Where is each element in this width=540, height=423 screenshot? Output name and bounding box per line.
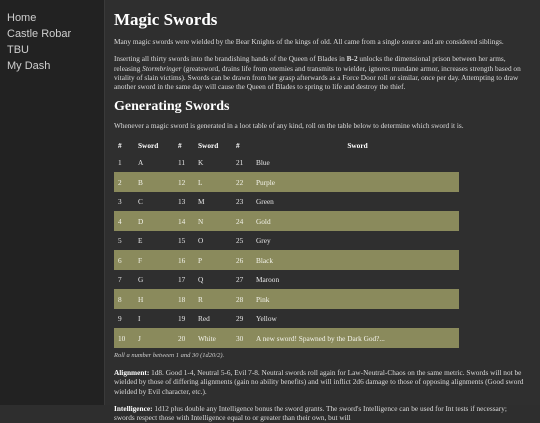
alignment-text: 1d8. Good 1-4, Neutral 5-6, Evil 7-8. Neutral swords roll again for Law-Neutral-Chaos on the same metric. Swords will not be wielded by those of differing alignments (gain no ability benefits) and will inflict 2d6 damage to those of opposing alignments (Good sword wielded by Evil character, etc.). [114, 368, 524, 396]
sidebar-nav [0, 0, 105, 405]
location-ref: B-2 [346, 54, 358, 64]
table-cell: 22 [232, 172, 252, 192]
table-cell: Yellow [256, 314, 277, 324]
table-row [114, 270, 459, 290]
table-cell: A [138, 158, 144, 168]
table-row [114, 289, 459, 309]
alignment-paragraph [114, 368, 528, 396]
alignment-label: Alignment: [114, 368, 150, 378]
intelligence-paragraph [114, 404, 528, 423]
table-cell: M [198, 197, 205, 207]
table-row [114, 153, 459, 173]
table-cell: 26 [232, 250, 252, 270]
table-row [114, 250, 459, 270]
section-title: Generating Swords [114, 99, 230, 115]
table-cell: 9 [118, 314, 122, 324]
table-cell: H [134, 289, 174, 309]
main-content [105, 0, 540, 423]
table-cell: 6 [114, 250, 134, 270]
table-cell: Gold [252, 211, 459, 231]
queen-text-e: (greatsword, drains life from enemies and transmits to wielder, ignores mundane armor, increases strength based on vitality of slain victims). Swords can be drawn from her grasp afterwards as a Force Door roll or similar, once per day. Attempting to draw another sword in the same day will cause the Queen of Blades to spring to life and destroy the thief. [114, 63, 521, 92]
table-cell: 17 [178, 275, 186, 285]
table-row [114, 211, 459, 231]
table-cell: 1 [118, 158, 122, 168]
table-cell: Green [256, 197, 274, 207]
table-cell: 18 [174, 289, 194, 309]
sword-table [114, 139, 459, 348]
nav-my-dash[interactable]: My Dash [7, 60, 51, 72]
table-cell: 15 [178, 236, 186, 246]
table-cell: Maroon [256, 275, 280, 285]
table-cell: F [134, 250, 174, 270]
nav-castle-robar[interactable]: Castle Robar [7, 28, 72, 40]
table-cell: E [138, 236, 143, 246]
table-cell: 12 [174, 172, 194, 192]
table-caption: Roll a number between 1 and 30 (1d20/2). [114, 351, 225, 359]
queen-text-a: Inserting all thirty swords into the brandishing hands of the Queen of Blades in [114, 54, 347, 64]
sword-table-header [114, 139, 459, 153]
table-cell: 27 [236, 275, 244, 285]
table-cell: White [194, 328, 232, 348]
table-cell: R [194, 289, 232, 309]
table-cell: N [194, 211, 232, 231]
table-cell: A new sword! Spawned by the Dark God?... [252, 328, 459, 348]
table-cell: G [138, 275, 144, 285]
table-cell: Grey [256, 236, 271, 246]
table-cell: 29 [236, 314, 244, 324]
queen-text-c: unlocks the dimensional prison between her arms, releasing [114, 54, 506, 73]
table-row [114, 309, 459, 329]
col-sword-1: Sword [138, 141, 159, 151]
table-cell: O [198, 236, 204, 246]
table-row [114, 231, 459, 251]
table-row [114, 172, 459, 192]
table-cell: 30 [232, 328, 252, 348]
table-cell: B [134, 172, 174, 192]
queen-paragraph [114, 54, 528, 91]
col-sword-3: Sword [347, 141, 368, 151]
table-cell: 7 [118, 275, 122, 285]
table-cell: 14 [174, 211, 194, 231]
table-cell: D [134, 211, 174, 231]
table-cell: I [138, 314, 141, 324]
table-cell: 19 [178, 314, 186, 324]
table-cell: K [198, 158, 204, 168]
table-cell: Pink [252, 289, 459, 309]
table-cell: 4 [114, 211, 134, 231]
nav-home[interactable]: Home [7, 12, 37, 24]
col-sword-2: Sword [198, 141, 219, 151]
table-cell: Q [198, 275, 204, 285]
table-cell: P [194, 250, 232, 270]
table-cell: 2 [114, 172, 134, 192]
table-cell: Black [252, 250, 459, 270]
table-cell: 10 [114, 328, 134, 348]
table-cell: 24 [232, 211, 252, 231]
table-cell: 28 [232, 289, 252, 309]
table-cell: L [194, 172, 232, 192]
table-cell: J [134, 328, 174, 348]
col-num-2: # [178, 141, 182, 151]
table-cell: 13 [178, 197, 186, 207]
intelligence-text: 1d12 plus double any Intelligence bonus the sword grants. The sword's Intelligence can be used for Int tests if necessary; swords respect those with Intelligence equal to or greater than their own, but will [114, 403, 507, 423]
table-cell: C [138, 197, 143, 207]
table-cell: Blue [256, 158, 270, 168]
table-cell: 11 [178, 158, 186, 168]
page-title: Magic Swords [114, 10, 218, 29]
table-row [114, 192, 459, 212]
table-cell: 21 [236, 158, 244, 168]
table-cell: 23 [236, 197, 244, 207]
table-cell: 16 [174, 250, 194, 270]
table-cell: 25 [236, 236, 244, 246]
section-intro: Whenever a magic sword is generated in a loot table of any kind, roll on the table below to determine which sword it is. [114, 121, 464, 131]
stormbringer-name: Stormbringer [142, 63, 182, 73]
table-cell: 3 [118, 197, 122, 207]
table-cell: 8 [114, 289, 134, 309]
table-cell: 5 [118, 236, 122, 246]
table-row [114, 328, 459, 348]
table-cell: 20 [174, 328, 194, 348]
col-num-3: # [236, 141, 240, 151]
intelligence-label: Intelligence: [114, 403, 153, 413]
intro-paragraph: Many magic swords were wielded by the Bear Knights of the kings of old. All came from a single source and are considered siblings. [114, 37, 504, 46]
table-cell: Red [198, 314, 210, 324]
col-num-1: # [118, 141, 122, 151]
table-cell: Purple [252, 172, 459, 192]
nav-tbu[interactable]: TBU [7, 44, 29, 56]
